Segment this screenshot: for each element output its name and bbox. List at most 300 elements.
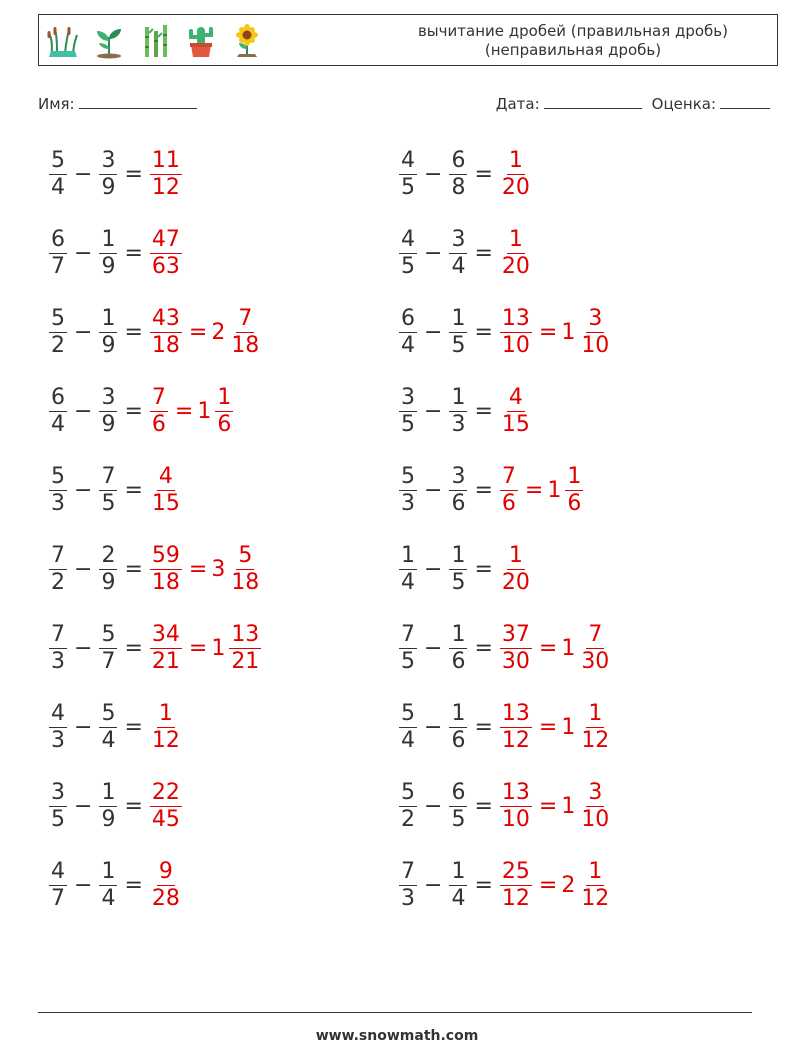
minus-sign: − bbox=[424, 714, 443, 740]
minus-sign: − bbox=[74, 556, 93, 582]
mixed-fraction-numerator: 3 bbox=[588, 779, 603, 805]
answer-fraction-numerator: 13 bbox=[501, 700, 530, 726]
mixed-whole: 2 bbox=[561, 872, 576, 898]
subtrahend-fraction-denominator: 8 bbox=[451, 174, 466, 200]
mixed-number-answer bbox=[561, 859, 614, 912]
answer-fraction bbox=[500, 859, 532, 912]
answer-fraction-numerator: 59 bbox=[151, 542, 180, 568]
mixed-fraction-numerator: 3 bbox=[588, 305, 603, 331]
answer-fraction-numerator: 34 bbox=[151, 621, 180, 647]
minuend-fraction bbox=[399, 701, 417, 754]
minuend-fraction-numerator: 7 bbox=[401, 858, 415, 884]
minuend-fraction-denominator: 7 bbox=[51, 885, 65, 911]
minuend-fraction bbox=[399, 306, 417, 359]
subtrahend-fraction bbox=[449, 385, 467, 438]
mixed-fraction-numerator: 13 bbox=[231, 621, 260, 647]
answer-fraction bbox=[150, 859, 182, 912]
subtrahend-fraction-denominator: 9 bbox=[101, 253, 116, 279]
equals-sign-mixed: = bbox=[174, 398, 194, 424]
answer-fraction-denominator: 18 bbox=[151, 569, 180, 595]
minuend-fraction bbox=[399, 227, 417, 280]
minuend-fraction-denominator: 7 bbox=[51, 253, 65, 279]
minuend-fraction bbox=[49, 306, 67, 359]
mixed-number-answer bbox=[561, 701, 614, 754]
minuend-fraction bbox=[49, 780, 67, 833]
mixed-fraction bbox=[229, 306, 261, 359]
equals-sign: = bbox=[474, 161, 493, 187]
mixed-number-answer bbox=[197, 385, 236, 438]
answer-fraction bbox=[150, 543, 182, 596]
mixed-fraction bbox=[579, 622, 611, 675]
answer-fraction-numerator: 4 bbox=[508, 384, 523, 410]
mixed-whole: 1 bbox=[561, 635, 576, 661]
mixed-fraction-denominator: 30 bbox=[581, 648, 610, 674]
minuend-fraction-numerator: 5 bbox=[401, 700, 415, 726]
subtrahend-fraction-numerator: 1 bbox=[451, 542, 466, 568]
minuend-fraction-denominator: 2 bbox=[51, 332, 65, 358]
mixed-fraction-numerator: 5 bbox=[238, 542, 253, 568]
answer-fraction-numerator: 43 bbox=[151, 305, 180, 331]
answer-fraction-numerator: 1 bbox=[508, 226, 523, 252]
minus-sign: − bbox=[424, 161, 443, 187]
mixed-whole: 1 bbox=[197, 398, 212, 424]
answer-fraction-numerator: 11 bbox=[151, 147, 180, 173]
equals-sign-mixed: = bbox=[188, 319, 208, 345]
answer-fraction-numerator: 37 bbox=[501, 621, 530, 647]
subtrahend-fraction bbox=[449, 543, 467, 596]
answer-fraction bbox=[500, 464, 518, 517]
subtrahend-fraction bbox=[99, 859, 117, 912]
subtrahend-fraction bbox=[99, 385, 117, 438]
minuend-fraction bbox=[49, 701, 67, 754]
minuend-fraction-numerator: 6 bbox=[51, 226, 65, 252]
subtrahend-fraction-denominator: 9 bbox=[101, 569, 116, 595]
minuend-fraction-denominator: 5 bbox=[401, 253, 415, 279]
mixed-whole: 1 bbox=[561, 793, 576, 819]
subtrahend-fraction bbox=[449, 306, 467, 359]
minuend-fraction bbox=[49, 622, 67, 675]
subtrahend-fraction-denominator: 5 bbox=[451, 569, 466, 595]
minus-sign: − bbox=[424, 240, 443, 266]
equals-sign: = bbox=[474, 714, 493, 740]
mixed-fraction-denominator: 18 bbox=[231, 569, 260, 595]
minus-sign: − bbox=[424, 319, 443, 345]
subtrahend-fraction bbox=[449, 464, 467, 517]
answer-fraction-denominator: 20 bbox=[501, 174, 530, 200]
answer-fraction bbox=[150, 148, 182, 201]
answer-fraction-denominator: 15 bbox=[151, 490, 180, 516]
answer-fraction bbox=[150, 306, 182, 359]
minuend-fraction-denominator: 4 bbox=[51, 174, 65, 200]
mixed-whole: 1 bbox=[561, 714, 576, 740]
equals-sign-mixed: = bbox=[524, 477, 544, 503]
subtrahend-fraction bbox=[99, 701, 117, 754]
subtrahend-fraction bbox=[449, 701, 467, 754]
minus-sign: − bbox=[74, 161, 93, 187]
mixed-whole: 1 bbox=[547, 477, 562, 503]
answer-fraction-numerator: 13 bbox=[501, 305, 530, 331]
minuend-fraction-numerator: 4 bbox=[51, 700, 65, 726]
mixed-fraction-numerator: 1 bbox=[567, 463, 582, 489]
answer-fraction-numerator: 9 bbox=[158, 858, 173, 884]
subtrahend-fraction bbox=[99, 148, 117, 201]
minus-sign: − bbox=[424, 477, 443, 503]
minuend-fraction-numerator: 3 bbox=[51, 779, 65, 805]
answer-fraction bbox=[150, 385, 168, 438]
minuend-fraction-numerator: 4 bbox=[51, 858, 65, 884]
answer-fraction-denominator: 10 bbox=[501, 806, 530, 832]
subtrahend-fraction-numerator: 7 bbox=[101, 463, 116, 489]
subtrahend-fraction-denominator: 5 bbox=[101, 490, 116, 516]
equals-sign: = bbox=[474, 319, 493, 345]
subtrahend-fraction-numerator: 3 bbox=[451, 463, 466, 489]
equals-sign-mixed: = bbox=[538, 319, 558, 345]
mixed-fraction-numerator: 7 bbox=[238, 305, 253, 331]
subtrahend-fraction-denominator: 4 bbox=[451, 253, 466, 279]
mixed-fraction-denominator: 10 bbox=[581, 806, 610, 832]
subtrahend-fraction-numerator: 1 bbox=[101, 305, 116, 331]
answer-fraction bbox=[150, 227, 182, 280]
subtrahend-fraction-denominator: 6 bbox=[451, 727, 466, 753]
answer-fraction bbox=[500, 148, 532, 201]
equals-sign: = bbox=[474, 793, 493, 819]
mixed-fraction bbox=[229, 622, 261, 675]
subtrahend-fraction-numerator: 5 bbox=[101, 621, 116, 647]
answer-fraction-numerator: 13 bbox=[501, 779, 530, 805]
mixed-whole: 1 bbox=[211, 635, 226, 661]
mixed-number-answer bbox=[547, 464, 586, 517]
minuend-fraction-denominator: 3 bbox=[401, 885, 415, 911]
answer-fraction bbox=[150, 780, 182, 833]
subtrahend-fraction bbox=[99, 780, 117, 833]
answer-fraction-numerator: 1 bbox=[508, 542, 523, 568]
mixed-number-answer bbox=[211, 622, 264, 675]
minuend-fraction-numerator: 5 bbox=[401, 779, 415, 805]
equals-sign: = bbox=[474, 477, 493, 503]
minuend-fraction-numerator: 5 bbox=[401, 463, 415, 489]
answer-fraction bbox=[500, 780, 532, 833]
subtrahend-fraction-numerator: 1 bbox=[451, 384, 466, 410]
minuend-fraction-numerator: 7 bbox=[51, 542, 65, 568]
problem-item bbox=[396, 221, 535, 285]
minus-sign: − bbox=[74, 872, 93, 898]
footer-divider bbox=[38, 1012, 752, 1013]
subtrahend-fraction-denominator: 6 bbox=[451, 648, 466, 674]
answer-fraction-numerator: 7 bbox=[151, 384, 166, 410]
minuend-fraction bbox=[49, 543, 67, 596]
minuend-fraction bbox=[399, 148, 417, 201]
mixed-fraction-numerator: 1 bbox=[588, 700, 603, 726]
minuend-fraction-denominator: 4 bbox=[401, 569, 415, 595]
minus-sign: − bbox=[424, 872, 443, 898]
minuend-fraction-denominator: 3 bbox=[401, 490, 415, 516]
minus-sign: − bbox=[74, 319, 93, 345]
problem-item bbox=[396, 458, 586, 522]
mixed-number-answer bbox=[561, 780, 614, 833]
problem-item bbox=[396, 695, 614, 759]
mixed-fraction bbox=[579, 701, 611, 754]
subtrahend-fraction-numerator: 3 bbox=[101, 147, 116, 173]
answer-fraction bbox=[150, 701, 182, 754]
minuend-fraction-numerator: 5 bbox=[51, 305, 65, 331]
answer-fraction-denominator: 15 bbox=[501, 411, 530, 437]
answer-fraction-denominator: 20 bbox=[501, 253, 530, 279]
subtrahend-fraction bbox=[449, 148, 467, 201]
answer-fraction-numerator: 4 bbox=[158, 463, 173, 489]
minuend-fraction-denominator: 4 bbox=[401, 332, 415, 358]
answer-fraction bbox=[500, 543, 532, 596]
subtrahend-fraction-numerator: 1 bbox=[451, 858, 466, 884]
minuend-fraction bbox=[399, 385, 417, 438]
problem-item bbox=[46, 221, 185, 285]
minus-sign: − bbox=[74, 477, 93, 503]
subtrahend-fraction-denominator: 9 bbox=[101, 806, 116, 832]
title-line-2: (неправильная дробь) bbox=[484, 41, 662, 59]
problem-item bbox=[396, 300, 614, 364]
problem-item bbox=[396, 774, 614, 838]
subtrahend-fraction-numerator: 3 bbox=[451, 226, 466, 252]
answer-fraction-denominator: 6 bbox=[501, 490, 516, 516]
minuend-fraction-numerator: 1 bbox=[401, 542, 415, 568]
problem-item bbox=[46, 537, 264, 601]
minus-sign: − bbox=[74, 793, 93, 819]
answer-fraction-denominator: 20 bbox=[501, 569, 530, 595]
mixed-fraction bbox=[579, 306, 611, 359]
name-label: Имя: bbox=[38, 95, 75, 113]
minus-sign: − bbox=[74, 714, 93, 740]
mixed-fraction-denominator: 12 bbox=[581, 885, 610, 911]
minuend-fraction bbox=[49, 464, 67, 517]
subtrahend-fraction-numerator: 1 bbox=[451, 305, 466, 331]
minuend-fraction bbox=[49, 385, 67, 438]
minus-sign: − bbox=[74, 635, 93, 661]
equals-sign: = bbox=[124, 793, 143, 819]
minuend-fraction-numerator: 5 bbox=[51, 147, 65, 173]
answer-fraction-numerator: 7 bbox=[501, 463, 516, 489]
answer-fraction-denominator: 12 bbox=[151, 727, 180, 753]
minuend-fraction-denominator: 2 bbox=[401, 806, 415, 832]
equals-sign: = bbox=[124, 556, 143, 582]
answer-fraction-numerator: 47 bbox=[151, 226, 180, 252]
problem-item bbox=[46, 853, 185, 917]
minuend-fraction bbox=[399, 464, 417, 517]
mixed-number-answer bbox=[211, 543, 264, 596]
subtrahend-fraction-numerator: 1 bbox=[451, 700, 466, 726]
minuend-fraction-denominator: 5 bbox=[401, 411, 415, 437]
problem-item bbox=[46, 142, 185, 206]
subtrahend-fraction-denominator: 4 bbox=[101, 727, 116, 753]
minuend-fraction-numerator: 7 bbox=[51, 621, 65, 647]
subtrahend-fraction-denominator: 9 bbox=[101, 332, 116, 358]
subtrahend-fraction bbox=[99, 543, 117, 596]
problem-item bbox=[396, 616, 614, 680]
equals-sign: = bbox=[124, 319, 143, 345]
answer-fraction-denominator: 63 bbox=[151, 253, 180, 279]
minuend-fraction bbox=[49, 859, 67, 912]
answer-fraction-denominator: 12 bbox=[501, 727, 530, 753]
mixed-fraction-denominator: 21 bbox=[231, 648, 260, 674]
minuend-fraction-denominator: 4 bbox=[401, 727, 415, 753]
minuend-fraction-denominator: 3 bbox=[51, 727, 65, 753]
equals-sign: = bbox=[474, 556, 493, 582]
answer-fraction-numerator: 1 bbox=[158, 700, 173, 726]
subtrahend-fraction-numerator: 6 bbox=[451, 147, 466, 173]
subtrahend-fraction-denominator: 7 bbox=[101, 648, 116, 674]
minuend-fraction bbox=[49, 148, 67, 201]
subtrahend-fraction bbox=[99, 464, 117, 517]
mixed-number-answer bbox=[561, 622, 614, 675]
equals-sign: = bbox=[474, 635, 493, 661]
minus-sign: − bbox=[424, 556, 443, 582]
mixed-whole: 1 bbox=[561, 319, 576, 345]
subtrahend-fraction-denominator: 9 bbox=[101, 411, 116, 437]
minus-sign: − bbox=[424, 398, 443, 424]
subtrahend-fraction bbox=[449, 780, 467, 833]
mixed-fraction-denominator: 12 bbox=[581, 727, 610, 753]
minuend-fraction-denominator: 4 bbox=[51, 411, 65, 437]
subtrahend-fraction bbox=[449, 622, 467, 675]
answer-fraction bbox=[150, 622, 182, 675]
answer-fraction bbox=[500, 227, 532, 280]
equals-sign-mixed: = bbox=[538, 635, 558, 661]
subtrahend-fraction-numerator: 1 bbox=[101, 858, 116, 884]
subtrahend-fraction bbox=[99, 622, 117, 675]
subtrahend-fraction-numerator: 3 bbox=[101, 384, 116, 410]
equals-sign: = bbox=[124, 398, 143, 424]
minuend-fraction bbox=[399, 859, 417, 912]
answer-fraction bbox=[500, 622, 532, 675]
subtrahend-fraction-numerator: 1 bbox=[101, 226, 116, 252]
problem-item bbox=[396, 537, 535, 601]
mixed-fraction bbox=[579, 780, 611, 833]
equals-sign: = bbox=[124, 477, 143, 503]
equals-sign-mixed: = bbox=[188, 635, 208, 661]
equals-sign: = bbox=[474, 872, 493, 898]
answer-fraction-denominator: 12 bbox=[151, 174, 180, 200]
minuend-fraction-numerator: 6 bbox=[51, 384, 65, 410]
minuend-fraction-numerator: 5 bbox=[51, 463, 65, 489]
problem-item bbox=[396, 853, 614, 917]
minuend-fraction-numerator: 6 bbox=[401, 305, 415, 331]
problem-item bbox=[46, 616, 264, 680]
subtrahend-fraction bbox=[449, 859, 467, 912]
problem-item bbox=[46, 774, 185, 838]
minus-sign: − bbox=[74, 240, 93, 266]
subtrahend-fraction-denominator: 4 bbox=[101, 885, 116, 911]
minuend-fraction-numerator: 3 bbox=[401, 384, 415, 410]
answer-fraction-denominator: 45 bbox=[151, 806, 180, 832]
minuend-fraction-denominator: 3 bbox=[51, 490, 65, 516]
minuend-fraction bbox=[399, 780, 417, 833]
answer-fraction-denominator: 30 bbox=[501, 648, 530, 674]
mixed-fraction-denominator: 6 bbox=[217, 411, 232, 437]
date-label: Дата: bbox=[495, 95, 540, 113]
equals-sign: = bbox=[124, 161, 143, 187]
minuend-fraction-numerator: 4 bbox=[401, 147, 415, 173]
subtrahend-fraction bbox=[99, 227, 117, 280]
subtrahend-fraction-denominator: 3 bbox=[451, 411, 466, 437]
minuend-fraction bbox=[399, 622, 417, 675]
subtrahend-fraction-denominator: 6 bbox=[451, 490, 466, 516]
answer-fraction bbox=[500, 385, 532, 438]
problem-item bbox=[396, 142, 535, 206]
mixed-fraction bbox=[565, 464, 583, 517]
answer-fraction-denominator: 21 bbox=[151, 648, 180, 674]
mixed-number-answer bbox=[561, 306, 614, 359]
equals-sign: = bbox=[124, 635, 143, 661]
problem-item bbox=[396, 379, 535, 443]
answer-fraction bbox=[500, 701, 532, 754]
answer-fraction-numerator: 1 bbox=[508, 147, 523, 173]
equals-sign: = bbox=[124, 240, 143, 266]
answer-fraction-denominator: 10 bbox=[501, 332, 530, 358]
subtrahend-fraction bbox=[449, 227, 467, 280]
answer-fraction-denominator: 6 bbox=[151, 411, 166, 437]
answer-fraction-numerator: 22 bbox=[151, 779, 180, 805]
subtrahend-fraction-numerator: 1 bbox=[101, 779, 116, 805]
mixed-fraction bbox=[229, 543, 261, 596]
answer-fraction-numerator: 25 bbox=[501, 858, 530, 884]
problem-item bbox=[46, 458, 185, 522]
subtrahend-fraction bbox=[99, 306, 117, 359]
grade-label: Оценка: bbox=[651, 95, 716, 113]
subtrahend-fraction-denominator: 9 bbox=[101, 174, 116, 200]
mixed-fraction-denominator: 18 bbox=[231, 332, 260, 358]
answer-fraction bbox=[150, 464, 182, 517]
minuend-fraction-denominator: 3 bbox=[51, 648, 65, 674]
equals-sign-mixed: = bbox=[538, 872, 558, 898]
mixed-whole: 3 bbox=[211, 556, 226, 582]
minus-sign: − bbox=[424, 635, 443, 661]
mixed-fraction bbox=[579, 859, 611, 912]
answer-fraction-denominator: 18 bbox=[151, 332, 180, 358]
equals-sign: = bbox=[474, 240, 493, 266]
minus-sign: − bbox=[424, 793, 443, 819]
subtrahend-fraction-numerator: 1 bbox=[451, 621, 466, 647]
mixed-fraction-denominator: 10 bbox=[581, 332, 610, 358]
equals-sign: = bbox=[474, 398, 493, 424]
equals-sign: = bbox=[124, 872, 143, 898]
equals-sign-mixed: = bbox=[538, 714, 558, 740]
minuend-fraction-denominator: 5 bbox=[401, 174, 415, 200]
mixed-fraction-numerator: 1 bbox=[217, 384, 232, 410]
equals-sign-mixed: = bbox=[188, 556, 208, 582]
minuend-fraction-numerator: 7 bbox=[401, 621, 415, 647]
subtrahend-fraction-denominator: 5 bbox=[451, 806, 466, 832]
mixed-fraction-denominator: 6 bbox=[567, 490, 582, 516]
subtrahend-fraction-numerator: 2 bbox=[101, 542, 116, 568]
answer-fraction-denominator: 28 bbox=[151, 885, 180, 911]
answer-fraction bbox=[500, 306, 532, 359]
subtrahend-fraction-denominator: 4 bbox=[451, 885, 466, 911]
minuend-fraction bbox=[49, 227, 67, 280]
subtrahend-fraction-numerator: 5 bbox=[101, 700, 116, 726]
equals-sign: = bbox=[124, 714, 143, 740]
minuend-fraction-numerator: 4 bbox=[401, 226, 415, 252]
problem-item bbox=[46, 379, 236, 443]
mixed-fraction-numerator: 7 bbox=[588, 621, 603, 647]
problem-item bbox=[46, 695, 185, 759]
mixed-whole: 2 bbox=[211, 319, 226, 345]
problem-item bbox=[46, 300, 264, 364]
subtrahend-fraction-numerator: 6 bbox=[451, 779, 466, 805]
mixed-fraction bbox=[215, 385, 233, 438]
mixed-number-answer bbox=[211, 306, 264, 359]
footer-url[interactable]: www.snowmath.com bbox=[315, 1028, 479, 1044]
equals-sign-mixed: = bbox=[538, 793, 558, 819]
mixed-fraction-numerator: 1 bbox=[588, 858, 603, 884]
minus-sign: − bbox=[74, 398, 93, 424]
